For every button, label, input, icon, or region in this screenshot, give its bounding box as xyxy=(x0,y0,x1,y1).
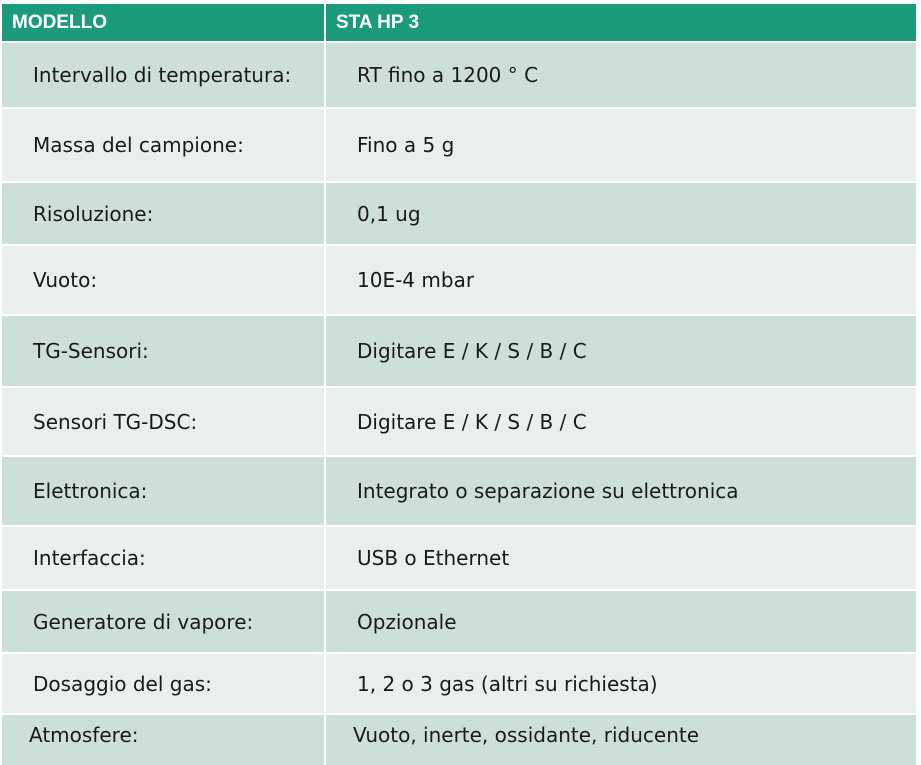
row-label-sample-mass: Massa del campione: xyxy=(2,109,324,181)
row-label-gas-dosing: Dosaggio del gas: xyxy=(2,654,324,713)
row-value-sample-mass: Fino a 5 g xyxy=(326,109,916,181)
row-value-vacuum: 10E-4 mbar xyxy=(326,246,916,314)
row-value-temperature: RT fino a 1200 ° C xyxy=(326,43,916,107)
row-label-interface: Interfaccia: xyxy=(2,527,324,589)
header-model-label: MODELLO xyxy=(2,4,324,41)
row-label-vacuum: Vuoto: xyxy=(2,246,324,314)
row-label-tg-dsc-sensors: Sensori TG-DSC: xyxy=(2,388,324,455)
row-label-tg-sensors: TG-Sensori: xyxy=(2,316,324,386)
row-label-temperature: Intervallo di temperatura: xyxy=(2,43,324,107)
row-value-resolution: 0,1 ug xyxy=(326,183,916,244)
row-label-atmospheres: Atmosfere: xyxy=(2,715,324,765)
row-label-electronics: Elettronica: xyxy=(2,457,324,525)
row-label-steam-generator: Generatore di vapore: xyxy=(2,591,324,652)
row-value-atmospheres: Vuoto, inerte, ossidante, riducente xyxy=(326,715,916,765)
row-value-tg-dsc-sensors: Digitare E / K / S / B / C xyxy=(326,388,916,455)
row-value-gas-dosing: 1, 2 o 3 gas (altri su richiesta) xyxy=(326,654,916,713)
row-value-interface: USB o Ethernet xyxy=(326,527,916,589)
row-value-electronics: Integrato o separazione su elettronica xyxy=(326,457,916,525)
row-label-resolution: Risoluzione: xyxy=(2,183,324,244)
row-value-tg-sensors: Digitare E / K / S / B / C xyxy=(326,316,916,386)
row-value-steam-generator: Opzionale xyxy=(326,591,916,652)
spec-table xyxy=(2,4,916,752)
header-model-value: STA HP 3 xyxy=(326,4,916,41)
